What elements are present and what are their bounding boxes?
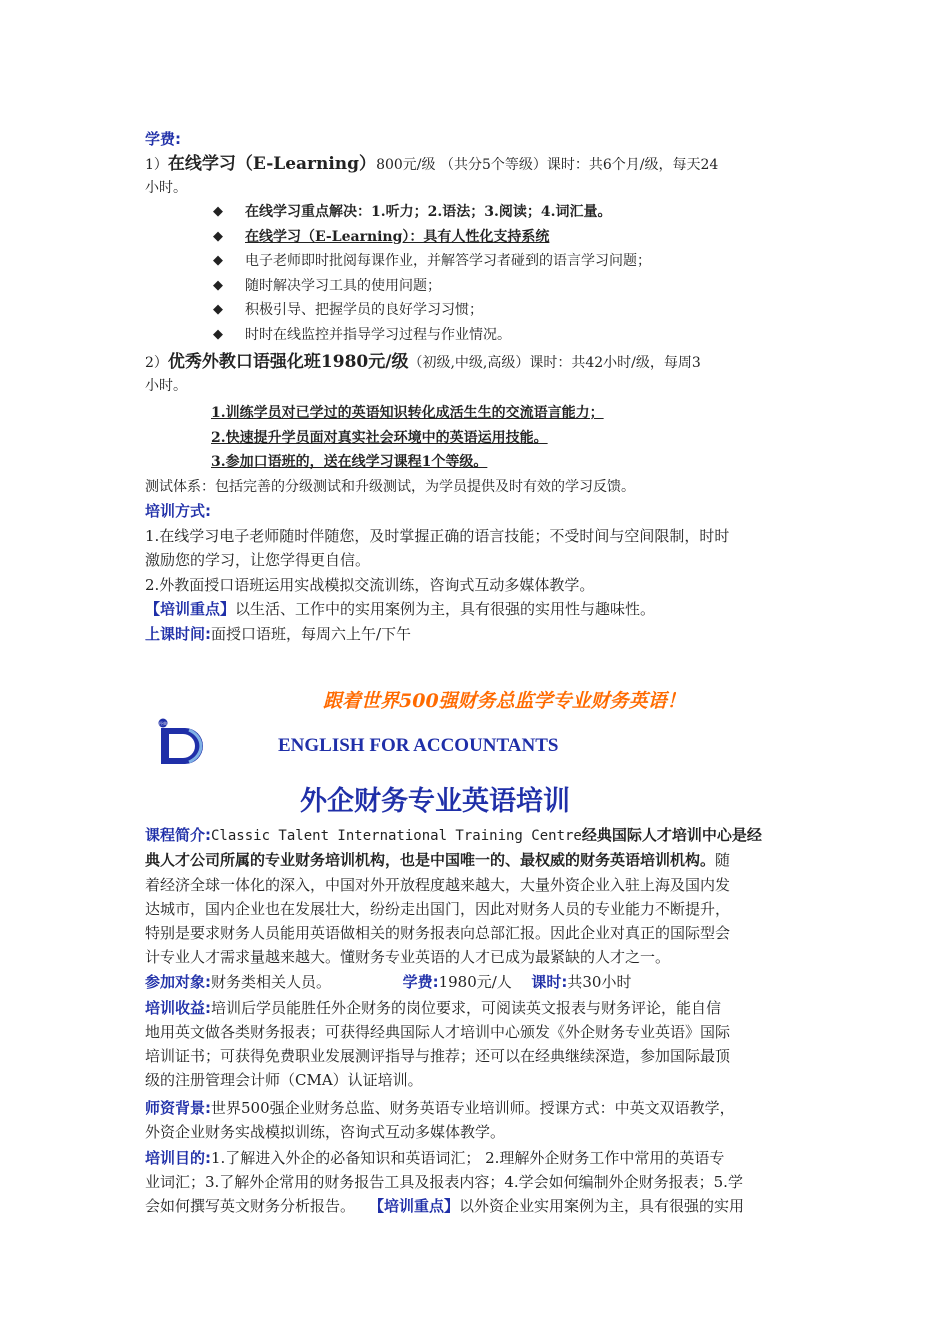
method-line-2: 2.外教面授口语班运用实战模拟交流训练，咨询式互动多媒体教学。 [145,576,595,594]
bullet-item: ◆ 在线学习（E-Learning）：具有人性化支持系统 [213,225,813,250]
audience-fee-hours: 参加对象:财务类相关人员。 学费:1980元/人 课时:共30小时 [145,973,632,991]
bullet-item: ◆ 时时在线监控并指导学习过程与作业情况。 [213,323,813,348]
benefit-section: 培训收益:培训后学员能胜任外企财务的岗位要求，可阅读英文报表与财务评论，能自信 地用英文做各类财务报表；可获得经典国际人才培训中心颁发《外企财务专业英语》国际 培训证书；可获得免费职业发展测评指导与推荐；还可以在经典继续深造，参加国际最顶 级的注册管理会计师（CMA）认证培训。 [145,999,731,1089]
course-intro-line-1: 课程简介:Classic Talent International Training Centre经典国际人才培训中心是经 [145,826,762,844]
method-focus: 【培训重点】以生活、工作中的实用案例为主，具有很强的实用性与趣味性。 [145,600,656,618]
diamond-bullet-icon: ◆ [213,253,223,268]
method-label: 培训方式: [145,502,211,520]
main-title: 外企财务专业英语培训 [300,786,570,817]
teacher-section: 师资背景:世界500强企业财务总监、财务英语专业培训师。授课方式：中英文双语教学， 外资企业财务实战模拟训练，咨询式互动多媒体教学。 [145,1099,735,1141]
logo-badge-text: 经典 [159,721,167,726]
fees-item-2: 2）优秀外教口语强化班1980元/级（初级,中级,高级）课时：共42小时/级，每周3 [145,352,701,372]
fees-item-1-cont: 小时。 [145,180,187,196]
diamond-bullet-icon: ◆ [213,326,223,342]
speaking-goals-list [211,401,604,475]
slogan: 跟着世界500强财务总监学专业财务英语！ [323,690,686,712]
method-line-1-cont: 激励您的学习，让您学得更自信。 [145,551,371,569]
test-system-text: 测试体系：包括完善的分级测试和升级测试，为学员提供及时有效的学习反馈。 [145,479,635,495]
diamond-bullet-icon: ◆ [213,302,223,317]
company-logo [155,718,213,764]
goal-item: 2.快速提升学员面对真实社会环境中的英语运用技能。 [211,429,548,446]
goal-item: 1.训练学员对已学过的英语知识转化成活生生的交流语言能力； [211,405,604,421]
goal-item: 3.参加口语班的，送在线学习课程1个等级。 [211,454,488,470]
fees-item-1: 1）在线学习（E-Learning）800元/级 （共分5个等级）课时：共6个月/级，每天24 [145,154,719,174]
fees-label: 学费: [145,130,181,148]
goal-section: 培训目的:1.了解进入外企的必备知识和英语词汇； 2.理解外企财务工作中常用的英语专 业词汇；3.了解外企常用的财务报告工具及报表内容；4.学会如何编制外企财务报表；5.学 会如何撰写英文财务分析报告。 【培训重点】以外资企业实用案例为主，具有很强的实用 [145,1149,745,1215]
english-title: ENGLISH FOR ACCOUNTANTS [278,735,559,756]
bullet-item: ◆ 积极引导、把握学员的良好学习习惯； [213,298,813,323]
bullet-item: ◆ 在线学习重点解决：1.听力；2.语法；3.阅读；4.词汇量。 [213,200,813,225]
method-line-1: 1.在线学习电子老师随时伴随您，及时掌握正确的语言技能；不受时间与空间限制，时时 [145,527,730,545]
fees-item-2-cont: 小时。 [145,378,187,394]
diamond-bullet-icon: ◆ [213,277,223,293]
bullet-item: ◆ 电子老师即时批阅每课作业，并解答学习者碰到的语言学习问题； [213,249,813,274]
course-intro-body: 着经济全球一体化的深入，中国对外开放程度越来越大，大量外资企业入驻上海及国内发 达城市，国内企业也在发展壮大，纷纷走出国门，因此对财务人员的专业能力不断提升， 特别是要求财务人员能用英语做相关的财务报表向总部汇报。因此企业对真正的国际型会 计专业人才需求量越来越大。懂财务专业英语的人才已成为最紧缺的人才之一。 [145,876,731,966]
bullet-item: ◆ 随时解决学习工具的使用问题； [213,274,813,299]
diamond-bullet-icon: ◆ [213,204,223,219]
class-time: 上课时间:面授口语班，每周六上午/下午 [145,625,412,643]
course-intro-line-2: 典人才公司所属的专业财务培训机构，也是中国唯一的、最权威的财务英语培训机构。随 [145,851,731,869]
elearning-bullet-list [213,200,813,347]
diamond-bullet-icon: ◆ [213,228,223,244]
